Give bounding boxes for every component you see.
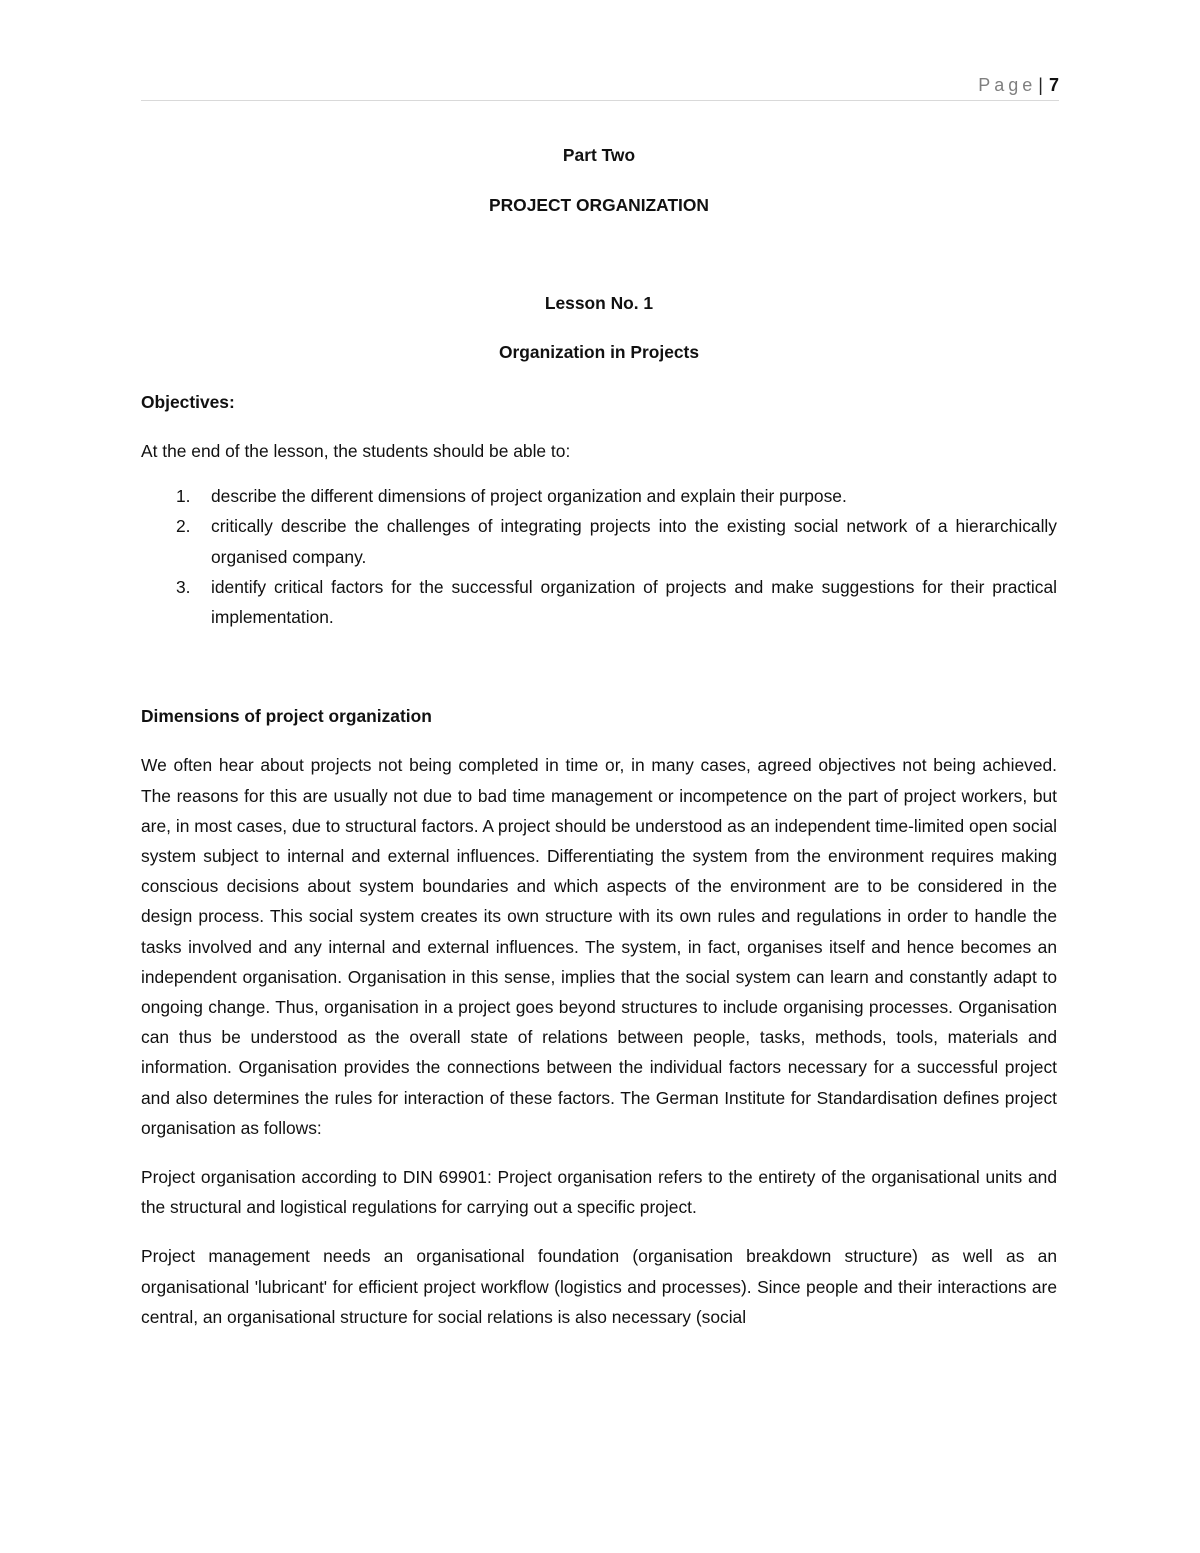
page-number: 7	[1048, 75, 1059, 95]
list-item	[141, 511, 1057, 571]
list-item-number: 2.	[176, 516, 191, 537]
lesson-title: Organization in Projects	[498, 341, 700, 362]
list-item-number: 1.	[176, 486, 191, 507]
page-separator: |	[1038, 75, 1043, 95]
din-definition-paragraph: Project organisation according to DIN 69901: Project organisation refers to the entirety of the organisational units and the structural and logistical regulations for carrying out a specific project.	[141, 1167, 1057, 1218]
page-header	[141, 74, 1059, 101]
body-paragraph: We often hear about projects not being completed in time or, in many cases, agreed objectives not being achieved. The reasons for this are usually not due to bad time management or incompetence on the part of project workers, but are, in most cases, due to structural factors. A project should be understood as an independent time-limited open social system subject to internal and external influences. Differentiating the system from the environment requires making conscious decisions about system boundaries and which aspects of the environment are to be considered in the design process. This social system creates its own structure with its own rules and regulations in order to handle the tasks involved and any internal and external influences. The system, in fact, organises itself and hence becomes an independent organisation. Organisation in this sense, implies that the social system can learn and constantly adapt to ongoing change. Thus, organisation in a project goes beyond structures to include organising processes. Organisation can thus be understood as the overall state of relations between people, tasks, methods, tools, materials and information. Organisation provides the connections between the individual factors necessary for a successful project and also determines the rules for interaction of these factors. The German Institute for Standardisation defines project organisation as follows:	[141, 755, 1057, 1138]
list-item-text: describe the different dimensions of project organization and explain their purpose.	[211, 486, 847, 507]
objectives-heading: Objectives:	[141, 391, 235, 412]
list-item-text: identify critical factors for the successful organization of projects and make suggestions for their practical implementation.	[211, 576, 1057, 628]
part-title: Part Two	[562, 145, 636, 165]
objectives-intro: At the end of the lesson, the students should be able to:	[141, 441, 571, 462]
body-paragraph: Project management needs an organisational foundation (organisation breakdown structure) as well as an organisational 'lubricant' for efficient project workflow (logistics and processes). Since people and their interactions are central, an organisational structure for social relations is also necessary (social	[141, 1246, 1057, 1327]
list-item	[141, 572, 1057, 632]
page-label: Page	[978, 75, 1037, 95]
list-item-number: 3.	[176, 576, 191, 597]
page-content	[141, 140, 1057, 1332]
objectives-list	[141, 481, 1057, 632]
list-item-text: critically describe the challenges of integrating projects into the existing social network of a hierarchically organised company.	[211, 516, 1057, 567]
section-heading: Dimensions of project organization	[141, 706, 432, 727]
list-item	[141, 481, 1057, 511]
lesson-number: Lesson No. 1	[544, 293, 654, 314]
project-organization-title: PROJECT ORGANIZATION	[489, 195, 709, 216]
